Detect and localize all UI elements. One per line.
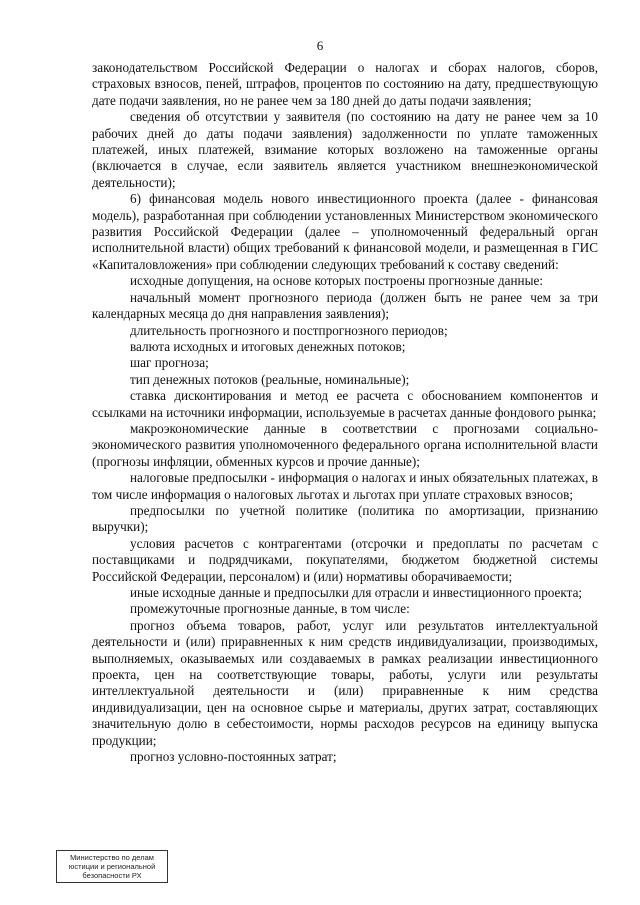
page-number: 6 (316, 38, 324, 53)
paragraph: валюта исходных и итоговых денежных потоков; (130, 338, 406, 354)
stamp-line: юстиции и региональной (68, 862, 156, 871)
document-body (92, 60, 598, 765)
paragraph: налоговые предпосылки - информация о налогах и иных обязательных платежах, в том числе информация о налоговых льготах и льготах при уплате страховых взносов; (92, 470, 598, 502)
paragraph: иные исходные данные и предпосылки для отрасли и инвестиционного проекта; (130, 585, 583, 600)
paragraph: тип денежных потоков (реальные, номинальные); (130, 371, 410, 387)
paragraph: начальный момент прогнозного периода (должен быть не ранее чем за три календарных месяца до дня направления заявления); (92, 289, 598, 322)
paragraph: длительность прогнозного и постпрогнозного периодов; (130, 322, 448, 338)
paragraph: условия расчетов с контрагентами (отсрочки и предоплаты по расчетам с поставщиками и подрядчиками, покупателями, бюджетом бюджетной системы Российской Федерации, персоналом) и (или) нормативы оборачиваемости; (92, 535, 598, 584)
stamp-line: безопасности РХ (82, 871, 142, 880)
paragraph: ставка дисконтирования и метод ее расчета с обоснованием компонентов и ссылками на источники информации, используемые в расчетах данные фондового рынка; (92, 388, 598, 420)
paragraph: 6) финансовая модель нового инвестиционного проекта (далее - финансовая модель), разработанная при соблюдении установленных Министерством экономического развития Российской Федерации (далее – уполномоченный федеральный орган исполнительной власти) общих требований к финансовой модели, и размещенная в ГИС «Капиталовложения» при соблюдении следующих требований к составу сведений: (92, 191, 598, 272)
stamp-line: Министерство по делам (70, 853, 154, 862)
paragraph: исходные допущения, на основе которых построены прогнозные данные: (130, 273, 543, 289)
paragraph: макроэкономические данные в соответствии с прогнозами социально-экономического развития уполномоченного федерального органа исполнительной власти (прогнозы инфляции, обменных курсов и прочие данные); (92, 420, 598, 469)
paragraph: предпосылки по учетной политике (политика по амортизации, признанию выручки); (92, 502, 598, 535)
paragraph: прогноз объема товаров, работ, услуг или результатов интеллектуальной деятельности и (или) приравненных к ним средств индивидуализации, производимых, выполняемых, оказываемых или создаваемых в рамках реализации инвестиционного проекта, цен на соответствующие товары, работы, услуги или результаты интеллектуальной деятельности и (или) приравненные к ним средства индивидуализации, цен на основное сырье и материалы, других затрат, составляющих значительную долю в себестоимости, нормы расходов ресурсов на единицу выпуска продукции; (92, 617, 598, 748)
ministry-stamp (56, 850, 168, 883)
paragraph: сведения об отсутствии у заявителя (по состоянию на дату не ранее чем за 10 рабочих дней до даты подачи заявления) задолженности по уплате таможенных платежей, иных платежей, взимание которых возложено на таможенные органы (включается в случае, если заявитель является участником внешнеэкономической деятельности); (92, 109, 598, 190)
paragraph: шаг прогноза; (130, 355, 209, 371)
paragraph: прогноз условно-постоянных затрат; (130, 749, 337, 765)
paragraph: промежуточные прогнозные данные, в том числе: (130, 601, 410, 617)
paragraph: законодательством Российской Федерации о налогах и сборах налогов, сборов, страховых взносов, пеней, штрафов, процентов по состоянию на дату, предшествующую дате подачи заявления, но не ранее чем за 180 дней до даты подачи заявления; (92, 60, 598, 108)
